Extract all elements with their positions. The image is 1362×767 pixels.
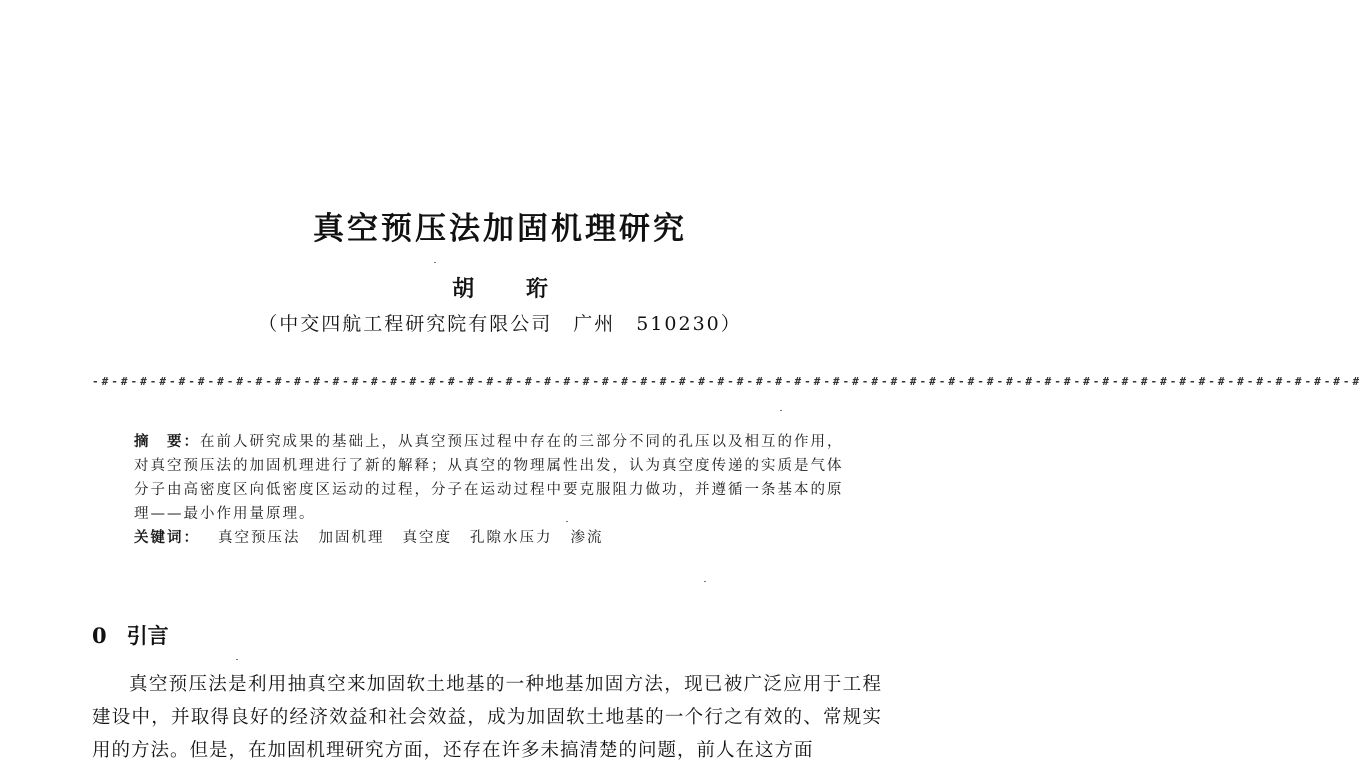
scan-speck: [434, 262, 436, 263]
section-number: 0: [92, 623, 107, 648]
author-name: 胡 珩: [452, 276, 570, 302]
abstract-block: [134, 430, 854, 550]
body-text-block: [92, 668, 882, 767]
author-affiliation: （中交四航工程研究院有限公司 广州 510230）: [258, 313, 742, 335]
paper-title: 真空预压法加固机理研究: [313, 211, 687, 247]
keywords-label: 关键词：: [134, 530, 200, 546]
section-title: 引言: [126, 623, 169, 648]
keyword-item: 真空预压法: [218, 530, 301, 546]
keyword-item: 真空度: [402, 530, 452, 546]
header-divider: -#-#-#-#-#-#-#-#-#-#-#-#-#-#-#-#-#-#-#-#-#-#-#-#-#-#-#-#-#-#-#-#-#-#-#-#-#-#-#-#-#-#-#-#-#-#-#-#-#-#-#-#-#-#-#-#-#-#-#-#-#-#-#-#-#-#: [92, 375, 1362, 388]
scan-speck: [566, 521, 568, 522]
abstract-label: 摘 要：: [134, 434, 200, 450]
abstract-text: 在前人研究成果的基础上，从真空预压过程中存在的三部分不同的孔压以及相互的作用，对真空预压法的加固机理进行了新的解释；从真空的物理属性出发，认为真空度传递的实质是气体分子由高密度区向低密度区运动的过程，分子在运动过程中要克服阻力做功，并遵循一条基本的原理——最小作用量原理。: [134, 434, 844, 522]
section-heading: [92, 620, 169, 650]
keyword-item: 孔隙水压力: [470, 530, 553, 546]
abstract-paragraph: [134, 430, 854, 526]
keywords-line: [134, 526, 854, 550]
scan-speck: [704, 581, 706, 582]
body-paragraph: 真空预压法是利用抽真空来加固软土地基的一种地基加固方法，现已被广泛应用于工程建设中，并取得良好的经济效益和社会效益，成为加固软土地基的一个行之有效的、常规实用的方法。但是，在加固机理研究方面，还存在许多未搞清楚的问题，前人在这方面: [92, 674, 882, 761]
scan-speck: [780, 410, 782, 411]
keyword-item: 加固机理: [318, 530, 385, 546]
keyword-item: 渗流: [570, 530, 604, 546]
scan-speck: [236, 659, 238, 660]
